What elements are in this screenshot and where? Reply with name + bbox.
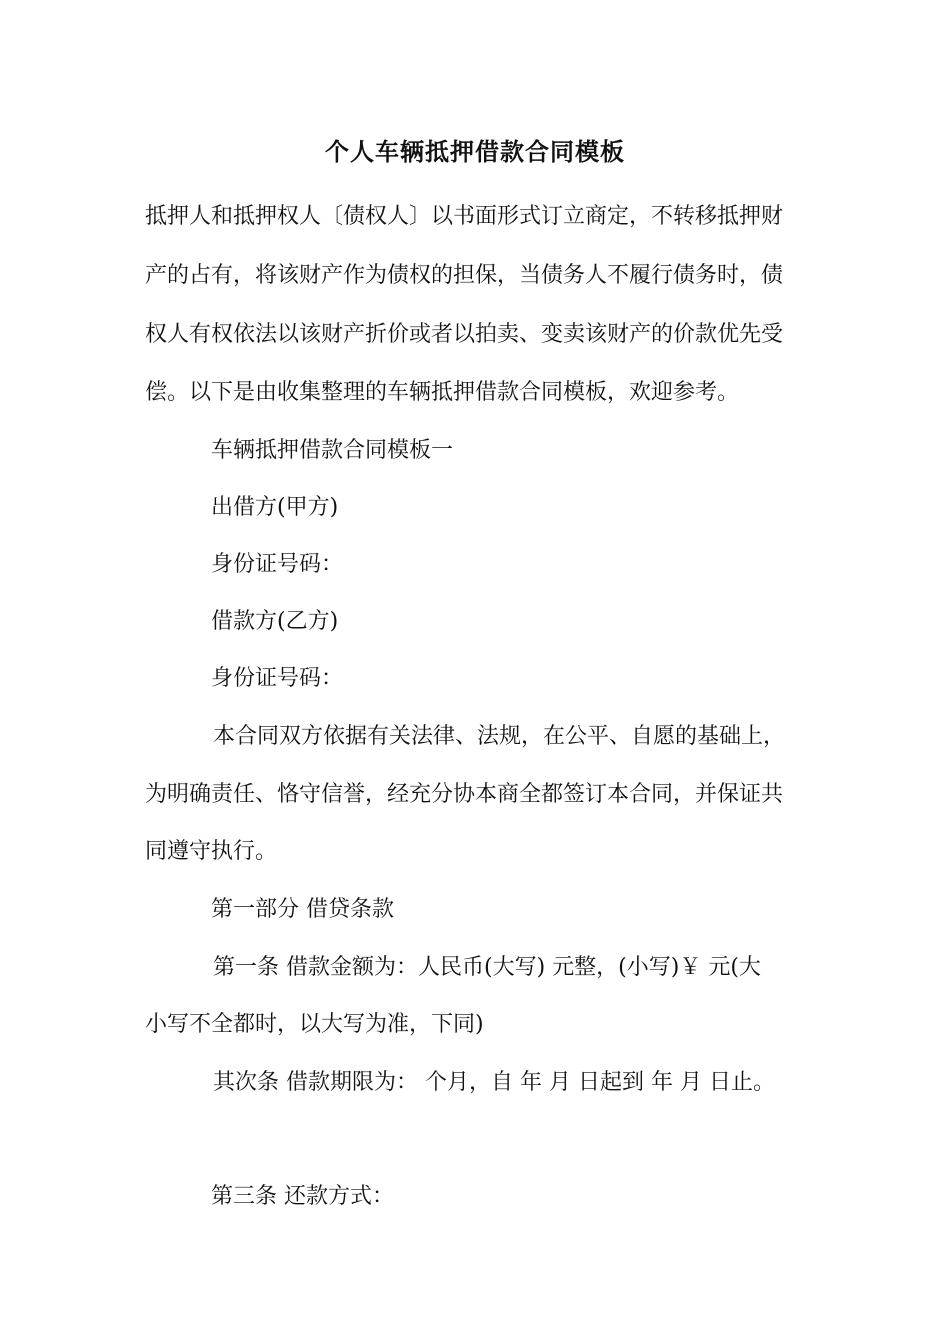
- article-one-line-2: 小写不全都时，以大写为准，下同): [145, 1012, 484, 1037]
- lender-id-label: 身份证号码：: [211, 552, 344, 577]
- preamble-line-1: 本合同双方依据有关法律、法规，在公平、自愿的基础上，: [213, 724, 786, 749]
- preamble-line-2: 为明确责任、恪守信誉，经充分协本商全都签订本合同，并保证共: [145, 782, 784, 807]
- intro-line-3: 权人有权依法以该财产折价或者以拍卖、变卖该财产的价款优先受: [145, 322, 784, 347]
- part-one-heading: 第一部分 借贷条款: [211, 897, 394, 922]
- borrower-label: 借款方(乙方): [211, 609, 339, 634]
- document-title: 个人车辆抵押借款合同模板: [325, 137, 625, 166]
- intro-line-1: 抵押人和抵押权人〔债权人〕以书面形式订立商定，不转移抵押财: [145, 204, 784, 229]
- lender-label: 出借方(甲方): [211, 495, 339, 520]
- intro-line-2: 产的占有，将该财产作为债权的担保，当债务人不履行债务时，债: [145, 263, 784, 288]
- article-two: 其次条 借款期限为： 个月，自 年 月 日起到 年 月 日止。: [213, 1070, 775, 1095]
- intro-line-4: 偿。以下是由收集整理的车辆抵押借款合同模板，欢迎参考。: [145, 380, 740, 405]
- borrower-id-label: 身份证号码：: [211, 666, 344, 691]
- article-one-line-1: 第一条 借款金额为：人民币(大写) 元整，(小写)￥ 元(大: [213, 955, 761, 980]
- section-heading: 车辆抵押借款合同模板一: [211, 438, 454, 463]
- preamble-line-3: 同遵守执行。: [145, 839, 278, 864]
- article-three: 第三条 还款方式：: [211, 1184, 394, 1209]
